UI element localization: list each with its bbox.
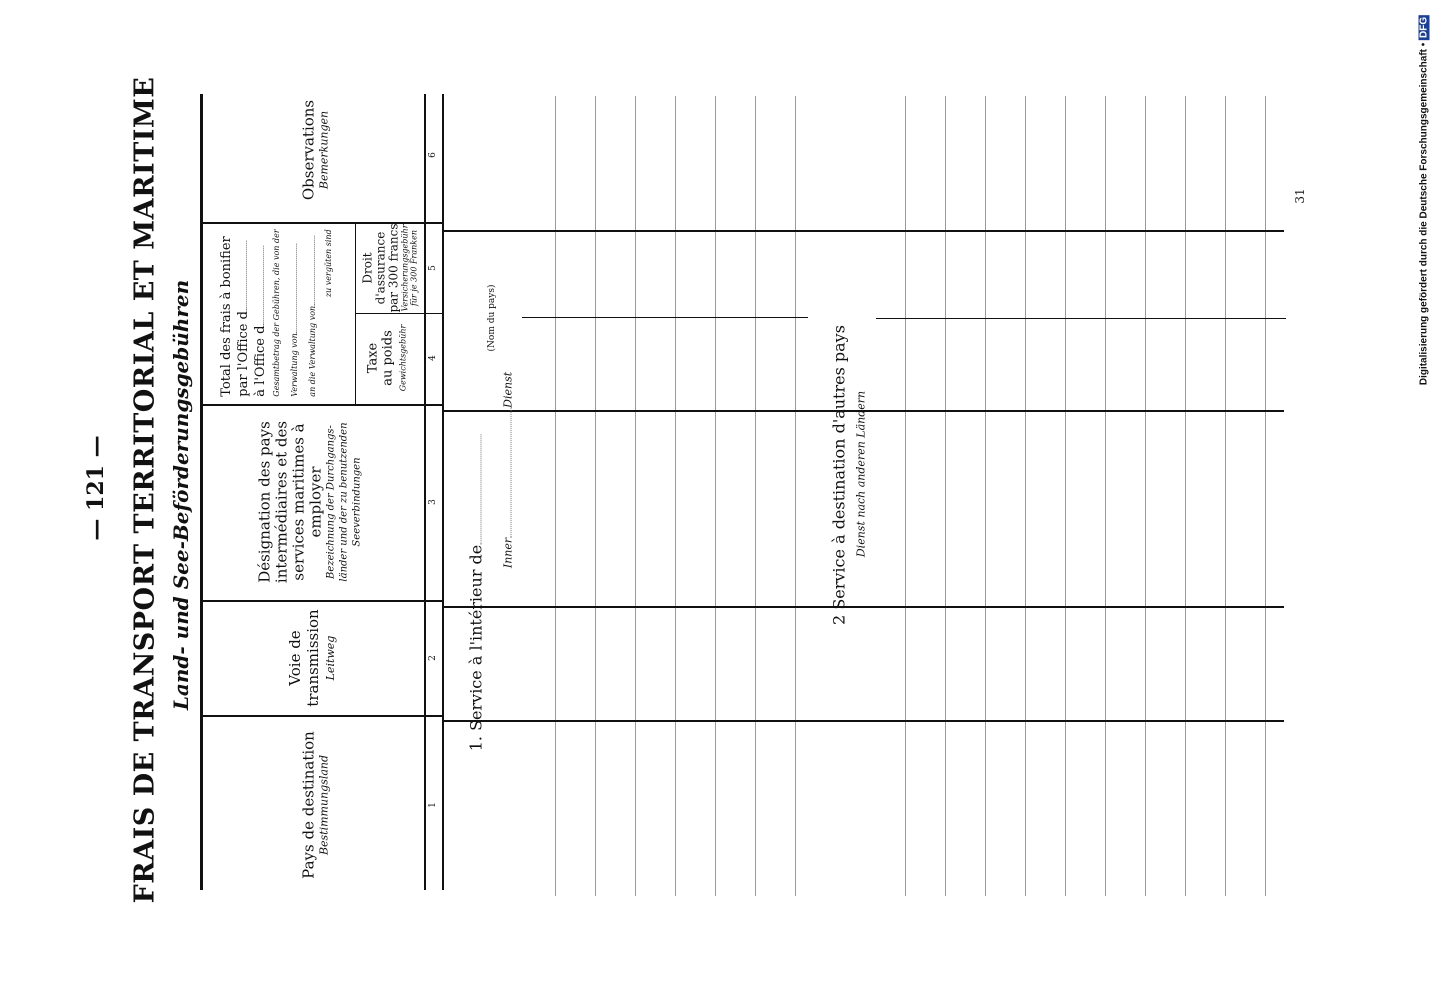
col4-fr-line2: au poids bbox=[380, 330, 396, 386]
row-line-11 bbox=[1025, 96, 1026, 896]
col3-de-line3: Seeverbindungen bbox=[351, 457, 363, 547]
col1-header bbox=[300, 731, 331, 879]
section1-box-line bbox=[522, 317, 808, 318]
total-fill-2 bbox=[263, 246, 264, 326]
body-col-sep-5 bbox=[444, 230, 1284, 232]
section1-hint: (Nom du pays) bbox=[487, 284, 497, 352]
col3-de-line2: länder und der zu benutzenden bbox=[338, 422, 350, 582]
section1-de-suffix: Dienst bbox=[501, 371, 515, 408]
section2-de: Dienst nach anderen Ländern bbox=[854, 390, 868, 558]
row-line-8 bbox=[905, 96, 906, 896]
section1-de bbox=[502, 372, 515, 568]
col5-de-line1: Versicherungsgebühr bbox=[400, 224, 410, 312]
dfg-logo: DFG bbox=[1418, 16, 1430, 38]
col2-de: Leitweg bbox=[324, 635, 337, 681]
body-col-sep-1 bbox=[444, 720, 1284, 722]
col3-header bbox=[257, 421, 364, 583]
col2-fr-line1: Voie de bbox=[286, 630, 304, 686]
sheet-number: 31 bbox=[1293, 188, 1307, 204]
total-fr-line3: à l'Office d bbox=[253, 325, 268, 397]
col1-de: Bestimmungsland bbox=[317, 754, 331, 856]
col-sep-3 bbox=[203, 404, 443, 406]
col-number-2: 2 bbox=[428, 655, 438, 661]
section2-box-line bbox=[876, 318, 1286, 319]
col3-fr-line1: Désignation des pays bbox=[255, 421, 274, 583]
row-line-5 bbox=[715, 96, 716, 896]
section1-fill bbox=[481, 435, 482, 545]
table-frame bbox=[200, 94, 203, 890]
section1-title: 1. Service à l'intérieur de bbox=[467, 435, 486, 752]
col-sep-4 bbox=[355, 313, 443, 314]
total-fill-4 bbox=[314, 236, 315, 306]
page-number: — 121 — bbox=[83, 435, 109, 541]
total-fr-line2: par l'Office d bbox=[236, 311, 251, 397]
col-number-6: 6 bbox=[428, 152, 438, 158]
col-number-4: 4 bbox=[428, 355, 438, 361]
total-header bbox=[219, 229, 337, 396]
col6-header bbox=[300, 100, 331, 200]
col3-de-line1: Bezeichnung der Durchgangs- bbox=[325, 425, 337, 579]
col-number-3: 3 bbox=[428, 499, 438, 505]
col1-fr: Pays de destination bbox=[299, 731, 318, 879]
col5-de-line2: für je 300 Franken bbox=[409, 229, 419, 307]
dfg-watermark-text: Digitalisierung gefördert durch die Deutsche Forschungsgemeinschaft • bbox=[1418, 42, 1430, 386]
row-line-6 bbox=[755, 96, 756, 896]
section1-de-fill bbox=[511, 408, 512, 538]
body-col-sep-2 bbox=[444, 606, 1284, 608]
row-line-4 bbox=[675, 96, 676, 896]
total-de-line3: an die Verwaltung von bbox=[308, 305, 317, 397]
total-split bbox=[355, 222, 356, 404]
row-line-12 bbox=[1065, 96, 1066, 896]
dfg-watermark bbox=[1419, 15, 1430, 385]
col-number-5: 5 bbox=[428, 265, 438, 271]
section2-title: 2 Service à destination d'autres pays bbox=[829, 325, 849, 625]
col3-fr-line4: employer bbox=[306, 466, 325, 538]
col-number-1: 1 bbox=[428, 802, 438, 808]
col-sep-2 bbox=[203, 600, 443, 602]
total-de-line2: Verwaltung von bbox=[290, 333, 299, 397]
total-fill-3 bbox=[296, 243, 297, 333]
col4-fr-line1: Taxe bbox=[365, 342, 381, 374]
col3-fr-line2: intermédiaires et des bbox=[272, 420, 291, 584]
row-line-7 bbox=[795, 96, 796, 896]
col4-header bbox=[366, 325, 411, 392]
total-de-line4: zu vergüten sind bbox=[324, 229, 333, 298]
col2-fr-line2: transmission bbox=[304, 609, 322, 707]
row-line-16 bbox=[1225, 96, 1226, 896]
col3-fr-line3: services maritimes à bbox=[289, 423, 308, 581]
row-line-13 bbox=[1105, 96, 1106, 896]
header-bottom-rule-1 bbox=[424, 94, 426, 890]
row-line-3 bbox=[635, 96, 636, 896]
row-line-14 bbox=[1145, 96, 1146, 896]
row-line-15 bbox=[1185, 96, 1186, 896]
row-line-1 bbox=[555, 96, 556, 896]
col5-fr-line2: d'assurance bbox=[373, 231, 388, 305]
col5-fr-line3: par 300 francs bbox=[386, 223, 401, 313]
row-line-17 bbox=[1265, 96, 1266, 896]
row-line-9 bbox=[945, 96, 946, 896]
col5-header bbox=[362, 223, 419, 312]
col6-fr: Observations bbox=[299, 99, 318, 201]
section1-de-prefix: Inner bbox=[501, 537, 515, 569]
total-fr-line1: Total des frais à bonifier bbox=[219, 236, 234, 397]
col6-de: Bemerkungen bbox=[317, 110, 331, 190]
col4-de: Gewichtsgebühr bbox=[398, 324, 408, 392]
header-bottom-rule-2 bbox=[442, 94, 444, 890]
row-line-2 bbox=[595, 96, 596, 896]
row-line-10 bbox=[985, 96, 986, 896]
col2-header bbox=[286, 609, 340, 706]
total-de-line1: Gesamtbetrag der Gebühren, die von der bbox=[272, 229, 281, 397]
page-subtitle: Land- und See-Beförderungsgebühren bbox=[169, 279, 193, 711]
total-fill-1 bbox=[246, 241, 247, 311]
page-title: FRAIS DE TRANSPORT TERRITORIAL ET MARITIME bbox=[129, 76, 161, 904]
col-sep-1 bbox=[203, 715, 443, 717]
col5-fr-line1: Droit bbox=[360, 252, 375, 284]
